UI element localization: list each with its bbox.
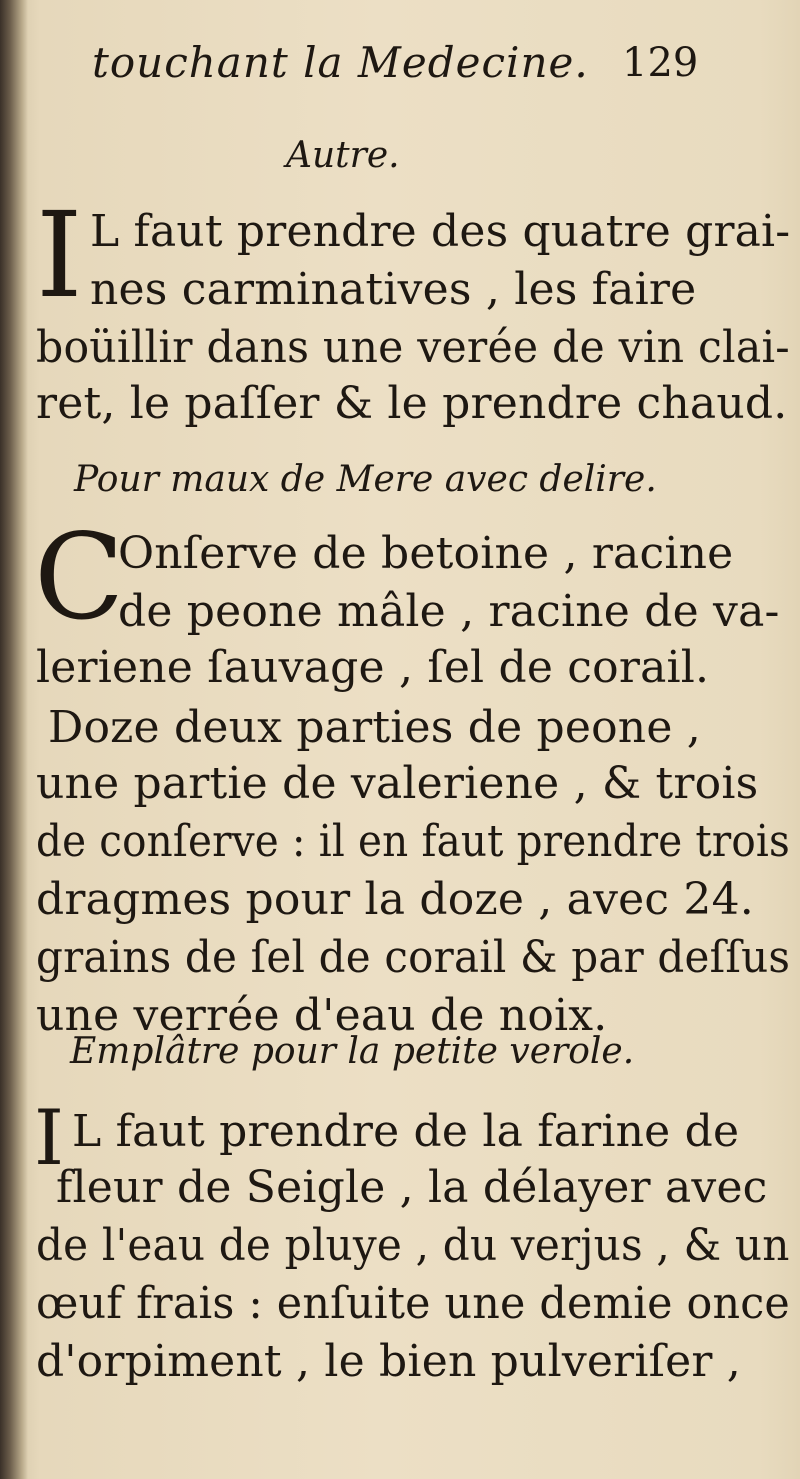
text-line: L faut prendre de la farine de — [72, 1106, 740, 1157]
drop-cap: C — [34, 508, 125, 646]
text-line: de peone mâle , racine de va- — [118, 586, 780, 637]
text-line: dragmes pour la doze , avec 24. — [36, 874, 754, 925]
text-line: ret, le paſſer & le prendre chaud. — [36, 378, 788, 429]
page-number: 129 — [622, 40, 699, 86]
text-line: d'orpiment , le bien pulveriſer , — [36, 1336, 741, 1387]
text-line: Onſerve de betoine , racine — [118, 528, 734, 579]
text-line: une partie de valeriene , & trois — [36, 758, 759, 809]
text-line: leriene ſauvage , ſel de corail. — [36, 642, 710, 693]
text-line: fleur de Seigle , la délayer avec — [56, 1162, 768, 1213]
book-binding-edge — [0, 0, 28, 1479]
drop-cap: I — [34, 1093, 65, 1182]
section-title-maux-de-mere: Pour maux de Mere avec delire. — [74, 459, 657, 500]
drop-cap: I — [36, 186, 83, 324]
section-title-autre: Autre. — [286, 135, 400, 176]
text-line: Doze deux parties de peone , — [48, 702, 701, 753]
text-line: une verrée d'eau de noix. — [36, 990, 608, 1041]
running-title: touchant la Medecine. — [92, 38, 589, 87]
section-title-emplatre: Emplâtre pour la petite verole. — [70, 1031, 635, 1072]
text-line: œuf frais : enſuite une demie once — [36, 1278, 790, 1329]
text-line: grains de ſel de corail & par deſſus — [36, 932, 791, 983]
text-line: nes carminatives , les faire — [90, 264, 697, 315]
text-line: boüillir dans une verée de vin clai- — [36, 322, 790, 373]
text-line: de l'eau de pluye , du verjus , & un — [36, 1220, 790, 1271]
text-line: de conſerve : il en faut prendre trois — [36, 816, 790, 867]
text-line: L faut prendre des quatre grai- — [90, 206, 791, 257]
